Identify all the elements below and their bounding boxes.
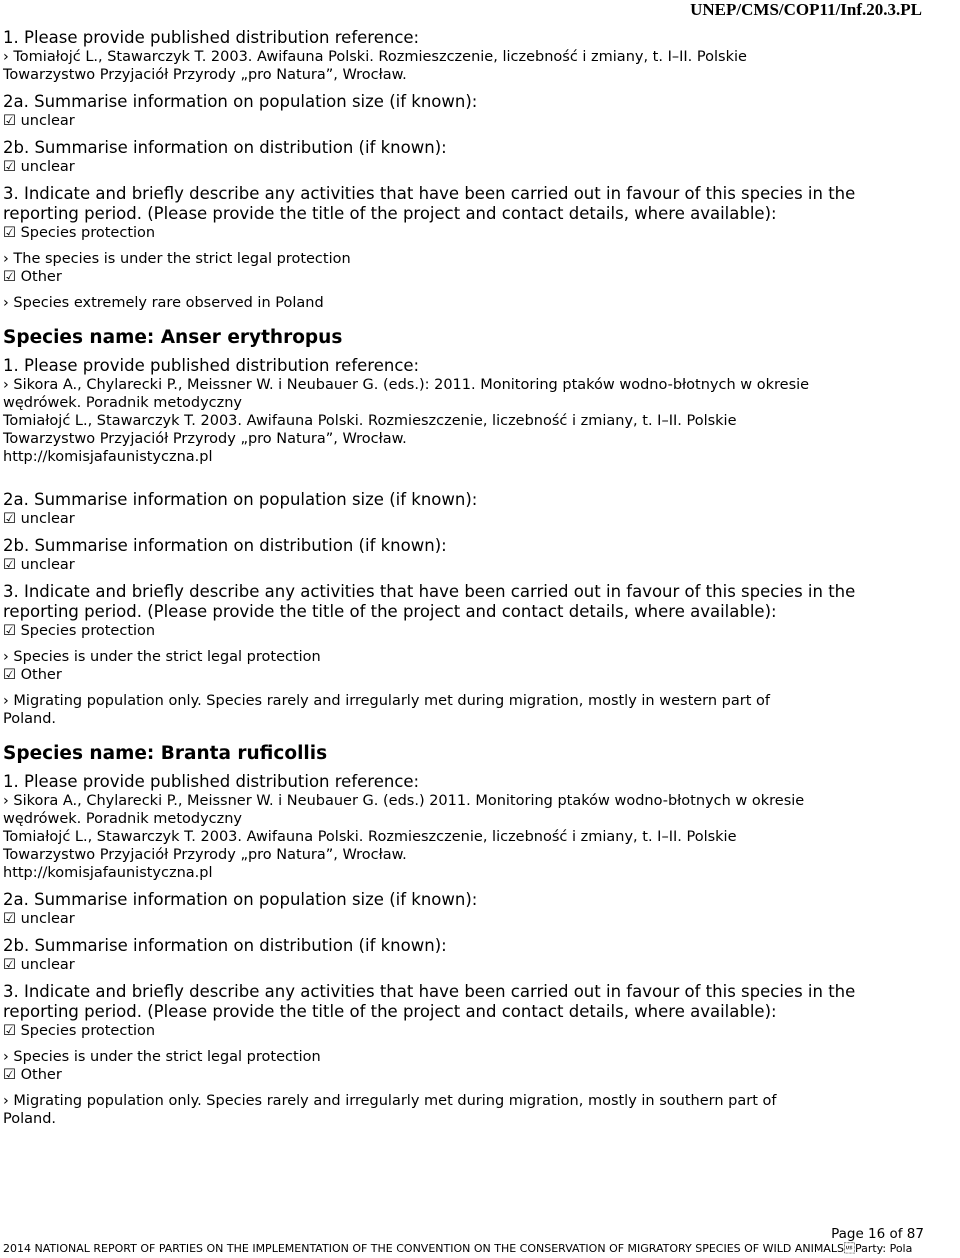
- reference-line: wędrówek. Poradnik metodyczny: [3, 395, 243, 411]
- reference-line: › Sikora A., Chylarecki P., Meissner W. i Neubauer G. (eds.) 2011. Monitoring ptaków wodno-błotnych w okresie: [3, 793, 805, 809]
- reference-line: wędrówek. Poradnik metodyczny: [3, 811, 243, 827]
- question-distribution-reference: 1. Please provide published distribution reference:: [3, 356, 420, 375]
- question-population-size: 2a. Summarise information on population size (if known):: [3, 890, 478, 909]
- question-distribution: 2b. Summarise information on distribution (if known):: [3, 536, 447, 555]
- checkbox-species-protection: ☑ Species protection: [3, 1023, 156, 1039]
- question-activities: 3. Indicate and briefly describe any activities that have been carried out in favour of this species in the: [3, 184, 856, 203]
- checkbox-species-protection: ☑ Species protection: [3, 623, 156, 639]
- question-population-size: 2a. Summarise information on population size (if known):: [3, 490, 478, 509]
- question-activities: 3. Indicate and briefly describe any activities that have been carried out in favour of this species in the: [3, 582, 856, 601]
- answer-population-size: ☑ unclear: [3, 511, 75, 527]
- question-activities-cont: reporting period. (Please provide the title of the project and contact details, where available):: [3, 602, 777, 621]
- report-footer: 2014 NATIONAL REPORT OF PARTIES ON THE IMPLEMENTATION OF THE CONVENTION ON THE CONSERVATION OF MIGRATORY SPECIES OF WILD ANIMALS Party: Pola: [3, 1242, 913, 1255]
- reference-line: › Tomiałojć L., Stawarczyk T. 2003. Awifauna Polski. Rozmieszczenie, liczebność i zmiany, t. I–II. Polskie: [3, 49, 747, 65]
- detail-protection: › Species is under the strict legal protection: [3, 1049, 321, 1065]
- question-activities: 3. Indicate and briefly describe any activities that have been carried out in favour of this species in the: [3, 982, 856, 1001]
- reference-line: Towarzystwo Przyjaciół Przyrody „pro Natura”, Wrocław.: [3, 67, 407, 83]
- question-activities-cont: reporting period. (Please provide the title of the project and contact details, where available):: [3, 204, 777, 223]
- checkbox-other: ☑ Other: [3, 269, 62, 285]
- detail-other-cont: Poland.: [3, 711, 57, 727]
- reference-link[interactable]: http://komisjafaunistyczna.pl: [3, 865, 213, 881]
- checkbox-other: ☑ Other: [3, 1067, 62, 1083]
- answer-population-size: ☑ unclear: [3, 113, 75, 129]
- question-distribution: 2b. Summarise information on distribution (if known):: [3, 936, 447, 955]
- detail-other: › Species extremely rare observed in Poland: [3, 295, 324, 311]
- reference-line: › Sikora A., Chylarecki P., Meissner W. i Neubauer G. (eds.): 2011. Monitoring ptaków wodno-błotnych w okresie: [3, 377, 810, 393]
- document-reference: UNEP/CMS/COP11/Inf.20.3.PL: [690, 0, 922, 19]
- species-name-heading: Species name: Branta ruficollis: [3, 743, 328, 764]
- question-distribution: 2b. Summarise information on distribution (if known):: [3, 138, 447, 157]
- reference-line: Tomiałojć L., Stawarczyk T. 2003. Awifauna Polski. Rozmieszczenie, liczebność i zmiany, t. I–II. Polskie: [3, 413, 737, 429]
- checkbox-species-protection: ☑ Species protection: [3, 225, 156, 241]
- species-name-heading: Species name: Anser erythropus: [3, 327, 343, 348]
- species-block-branta-ruficollis: [3, 742, 903, 1128]
- answer-distribution: ☑ unclear: [3, 957, 75, 973]
- reference-line: Tomiałojć L., Stawarczyk T. 2003. Awifauna Polski. Rozmieszczenie, liczebność i zmiany, t. I–II. Polskie: [3, 829, 737, 845]
- detail-protection: › The species is under the strict legal protection: [3, 251, 351, 267]
- detail-protection: › Species is under the strict legal protection: [3, 649, 321, 665]
- checkbox-other: ☑ Other: [3, 667, 62, 683]
- species-block-previous: [3, 28, 903, 312]
- reference-link[interactable]: http://komisjafaunistyczna.pl: [3, 449, 213, 465]
- answer-population-size: ☑ unclear: [3, 911, 75, 927]
- answer-distribution: ☑ unclear: [3, 557, 75, 573]
- reference-line: Towarzystwo Przyjaciół Przyrody „pro Natura”, Wrocław.: [3, 847, 407, 863]
- question-distribution-reference: 1. Please provide published distribution reference:: [3, 28, 420, 47]
- answer-distribution: ☑ unclear: [3, 159, 75, 175]
- question-population-size: 2a. Summarise information on population size (if known):: [3, 92, 478, 111]
- reference-line: Towarzystwo Przyjaciół Przyrody „pro Natura”, Wrocław.: [3, 431, 407, 447]
- detail-other-cont: Poland.: [3, 1111, 57, 1127]
- page-number: Page 16 of 87: [831, 1226, 924, 1242]
- question-activities-cont: reporting period. (Please provide the title of the project and contact details, where available):: [3, 1002, 777, 1021]
- detail-other: › Migrating population only. Species rarely and irregularly met during migration, mostly in western part of: [3, 693, 770, 709]
- detail-other: › Migrating population only. Species rarely and irregularly met during migration, mostly in southern part of: [3, 1093, 777, 1109]
- document-body: [3, 25, 903, 1128]
- species-block-anser-erythropus: [3, 326, 903, 728]
- question-distribution-reference: 1. Please provide published distribution reference:: [3, 772, 420, 791]
